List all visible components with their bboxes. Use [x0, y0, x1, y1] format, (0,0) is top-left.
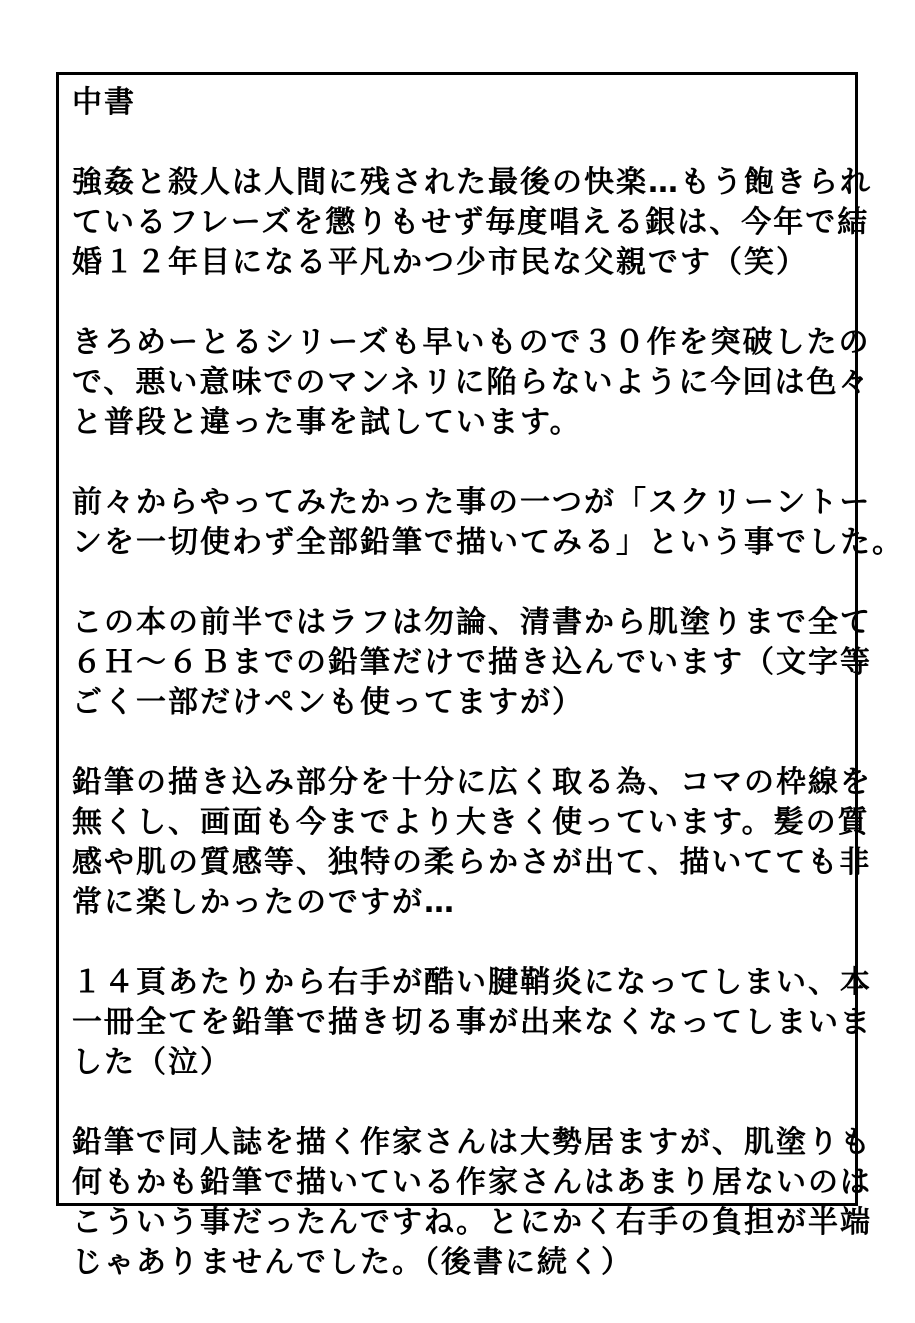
paragraph — [72, 603, 872, 723]
text-line: １４頁あたりから右手が酷い腱鞘炎になってしまい、本 — [72, 965, 872, 1000]
text-line: した（泣） — [72, 1045, 232, 1080]
paragraph — [72, 963, 872, 1083]
text-line: ンを一切使わず全部鉛筆で描いてみる」という事でした。 — [72, 525, 904, 560]
text-line: じゃありませんでした。（後書に続く） — [72, 1245, 633, 1280]
text-line: 感や肌の質感等、独特の柔らかさが出て、描いてても非 — [72, 845, 872, 880]
text-line: ごく一部だけペンも使ってますが） — [72, 685, 584, 720]
text-line: こういう事だったんですね。とにかく右手の負担が半端 — [72, 1205, 872, 1240]
text-line: 婚１２年目になる平凡かつ少市民な父親です（笑） — [72, 245, 808, 280]
text-line: この本の前半ではラフは勿論、清書から肌塗りまで全て — [72, 605, 872, 640]
paragraph — [72, 163, 872, 283]
text-line: 無くし、画面も今までより大きく使っています。髪の質 — [72, 805, 870, 840]
text-line: きろめーとるシリーズも早いもので３０作を突破したの — [72, 325, 871, 360]
paragraph — [72, 1123, 872, 1283]
text-line: 何もかも鉛筆で描いている作家さんはあまり居ないのは — [72, 1165, 872, 1200]
paragraph — [72, 323, 871, 443]
text-line: 鉛筆の描き込み部分を十分に広く取る為、コマの枠線を — [72, 765, 872, 800]
text-line: と普段と違った事を試しています。 — [72, 405, 582, 440]
page-title: 中書 — [72, 85, 136, 120]
text-line: ているフレーズを懲りもせず毎度唱える銀は、今年で結 — [72, 205, 870, 240]
text-line: ６Ｈ～６Ｂまでの鉛筆だけで描き込んでいます（文字等 — [72, 645, 872, 680]
paragraph — [72, 483, 904, 563]
paragraph — [72, 763, 872, 923]
document-body — [72, 83, 904, 1323]
text-line: 鉛筆で同人誌を描く作家さんは大勢居ますが、肌塗りも — [72, 1125, 872, 1160]
text-line: 前々からやってみたかった事の一つが「スクリーントー — [72, 485, 872, 520]
text-line: 強姦と殺人は人間に残された最後の快楽…もう飽きられ — [72, 165, 872, 200]
text-line: 一冊全てを鉛筆で描き切る事が出来なくなってしまいま — [72, 1005, 872, 1040]
text-line: 常に楽しかったのですが… — [72, 885, 456, 920]
text-line: で、悪い意味でのマンネリに陥らないように今回は色々 — [72, 365, 871, 400]
